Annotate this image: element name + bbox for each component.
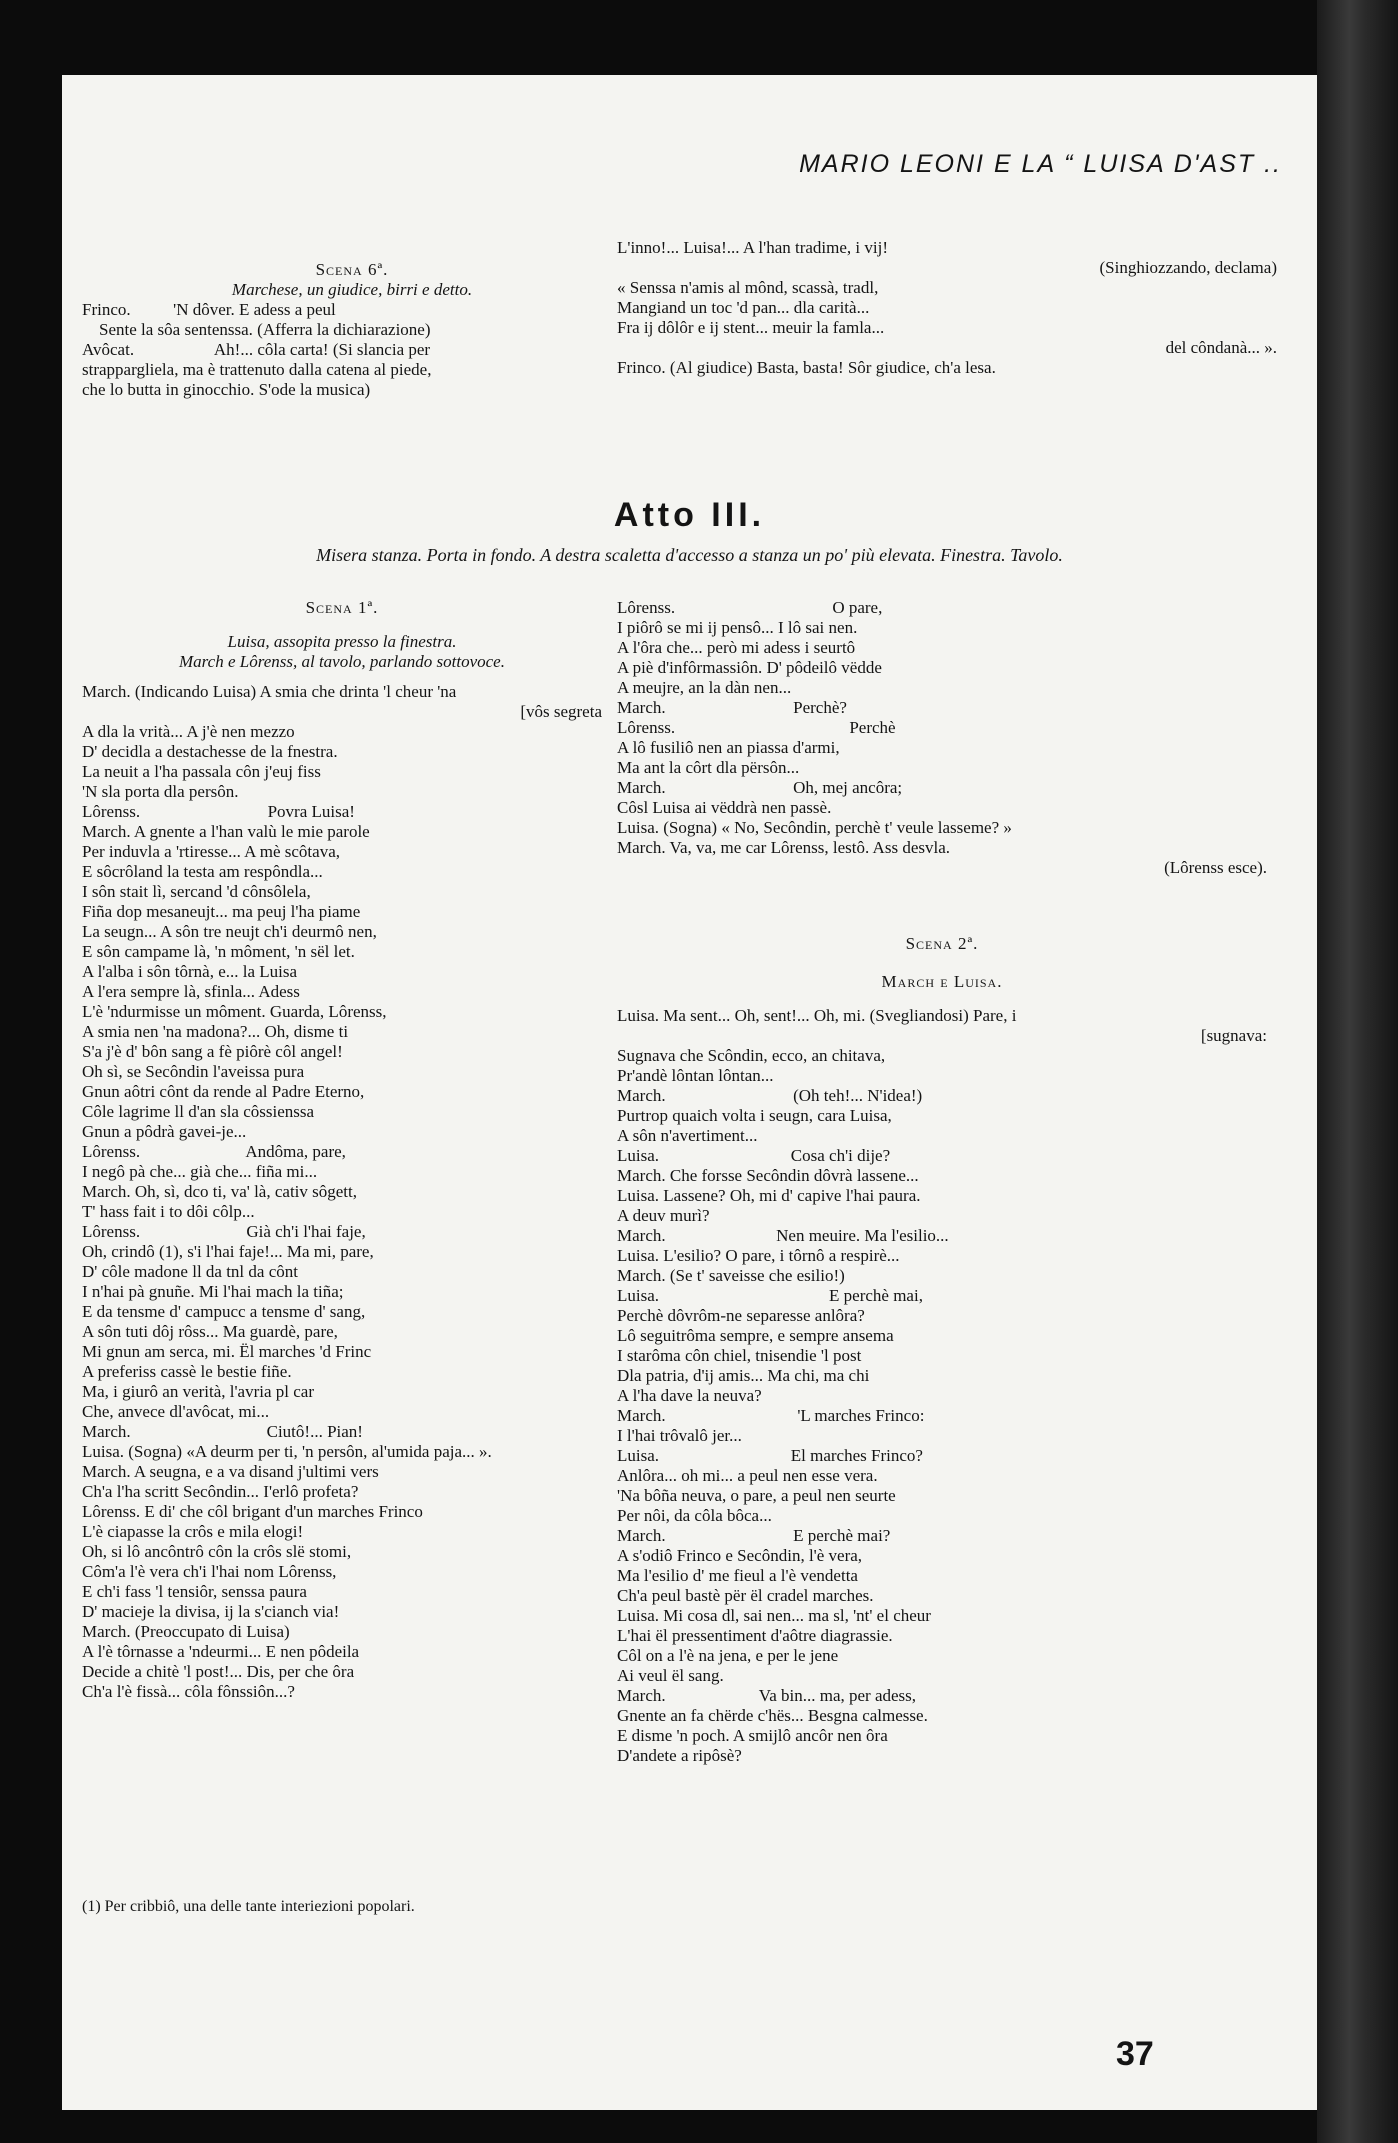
text-line: Lôrenss. Perchè [617,718,896,737]
text-line: Oh sì, se Secôndin l'aveissa pura [82,1062,305,1081]
text-line: Mangiand un toc 'd pan... dla carità... [617,298,870,317]
text-line: I l'hai trôvalô jer... [617,1426,742,1445]
scene6-left-block [82,260,622,400]
text-line: Luisa. (Sogna) « No, Secôndin, perchè t' veule lasseme? » [617,818,1012,837]
text-line: E da tensme d' campucc a tensme d' sang, [82,1302,366,1321]
text-line: Perchè dôvrôm-ne separesse anlôra? [617,1306,865,1325]
text-line: Oh, si lô ancôntrô côn la crôs slë stomi, [82,1542,352,1561]
text-line: Ch'a l'è fissà... côla fônssiôn...? [82,1682,295,1701]
text-line: strappargliela, ma è trattenuto dalla catena al piede, [82,360,432,379]
text-line: A l'era sempre là, sfinla... Adess [82,982,300,1001]
act-setting: Misera stanza. Porta in fondo. A destra scaletta d'accesso a stanza un po' più elevata. Finestra. Tavolo. [316,545,1063,565]
text-line: Lôrenss. O pare, [617,598,883,617]
scene2-lines [617,1006,1267,1766]
text-line: March. (Se t' saveisse che esilio!) [617,1266,845,1285]
text-line: L'è ciapasse la crôs e mila elogi! [82,1522,304,1541]
scene6-right-lines [617,238,1277,378]
text-line: I n'hai pà gnuñe. Mi l'hai mach la tiña; [82,1282,344,1301]
text-line: A l'ha dave la neuva? [617,1386,762,1405]
text-line: L'hai ël pressentiment d'aôtre diagrassie. [617,1626,893,1645]
text-line: Côsl Luisa ai vëddrà nen passè. [617,798,832,817]
text-line: Sente la sôa sentenssa. (Afferra la dichiarazione) [82,320,431,339]
text-line: March. Nen meuire. Ma l'esilio... [617,1226,949,1245]
text-line: Per nôi, da côla bôca... [617,1506,772,1525]
text-line: E sôn campame là, 'n môment, 'n sël let. [82,942,355,961]
text-line: T' hass fait i to dôi côlp... [82,1202,255,1221]
text-line: I negô pà che... già che... fiña mi... [82,1162,318,1181]
text-line: Ma, i giurô an verità, l'avria pl car [82,1382,314,1401]
text-line: D'andete a ripôsè? [617,1746,742,1765]
text-line: Gnente an fa chërde c'hës... Besgna calmesse. [617,1706,928,1725]
text-line: D' côle madone ll da tnl da cônt [82,1262,298,1281]
text-line: Sugnava che Scôndin, ecco, an chitava, [617,1046,886,1065]
scene1-column [82,598,602,1702]
text-line: Luisa. Ma sent... Oh, sent!... Oh, mi. (Svegliandosi) Pare, i [617,1006,1017,1025]
text-line: Gnun aôtri cônt da rende al Padre Eterno, [82,1082,365,1101]
text-line: « Senssa n'amis al mônd, scassà, tradl, [617,278,879,297]
text-line: I sôn stait lì, sercand 'd cônsôlela, [82,882,311,901]
text-line: Anlôra... oh mi... a peul nen esse vera. [617,1466,878,1485]
text-line: Gnun a pôdrà gavei-je... [82,1122,247,1141]
right-column-lines [617,598,1267,878]
text-line: E ch'i fass 'l tensiôr, senssa paura [82,1582,307,1601]
scene1-cast-2: March e Lôrenss, al tavolo, parlando sottovoce. [179,652,505,671]
text-line: March. (Preoccupato di Luisa) [82,1622,290,1641]
text-line: Luisa. (Sogna) «A deurm per ti, 'n persôn, al'umida paja... ». [82,1442,492,1461]
text-line: (Lôrenss esce). [1164,858,1267,877]
text-line: I starôma côn chiel, tnisendie 'l post [617,1346,862,1365]
text-line: Che, anvece dl'avôcat, mi... [82,1402,270,1421]
text-line: Frinco. (Al giudice) Basta, basta! Sôr giudice, ch'a lesa. [617,358,996,377]
text-line: I piôrô se mi ij pensô... I lô sai nen. [617,618,858,637]
text-line: E sôcrôland la testa am respôndla... [82,862,323,881]
text-line: A sôn n'avertiment... [617,1126,758,1145]
scene6-right-block [617,238,1277,378]
footnote: (1) Per cribbiô, una delle tante interiezioni popolari. [82,1898,415,1915]
text-line: Luisa. Mi cosa dl, sai nen... ma sl, 'nt' el cheur [617,1606,931,1625]
text-line: March. Va bin... ma, per adess, [617,1686,917,1705]
text-line: Mi gnun am serca, mi. Ël marches 'd Frinc [82,1342,372,1361]
text-line: A lô fusiliô nen an piassa d'armi, [617,738,840,757]
text-line: [vôs segreta [520,702,602,721]
text-line: A l'ôra che... però mi adess i seurtô [617,638,856,657]
text-line: E disme 'n poch. A smijlô ancôr nen ôra [617,1726,888,1745]
text-line: Lô seguitrôma sempre, e sempre ansema [617,1326,894,1345]
text-line: A preferiss cassè le bestie fiñe. [82,1362,292,1381]
right-column [617,598,1267,1766]
text-line: Decide a chitè 'l post!... Dis, per che ôra [82,1662,355,1681]
running-title: MARIO LEONI E LA “ LUISA D'AST .. [799,150,1282,178]
text-line: che lo butta in ginocchio. S'ode la musica) [82,380,371,399]
text-line: Ai veul ël sang. [617,1666,724,1685]
text-line: Purtrop quaich volta i seugn, cara Luisa, [617,1106,892,1125]
text-line: A sôn tuti dôj rôss... Ma guardè, pare, [82,1322,338,1341]
text-line: March. (Indicando Luisa) A smia che drinta 'l cheur 'na [82,682,457,701]
text-line: March. Perchè? [617,698,847,717]
text-line: Luisa. E perchè mai, [617,1286,923,1305]
text-line: (Singhiozzando, declama) [1099,258,1277,277]
text-line: Pr'andè lôntan lôntan... [617,1066,774,1085]
text-line: La seugn... A sôn tre neujt ch'i deurmô nen, [82,922,377,941]
text-line: Ch'a l'ha scritt Secôndin... I'erlô profeta? [82,1482,359,1501]
text-line: A s'odiô Frinco e Secôndin, l'è vera, [617,1546,863,1565]
text-line: Luisa. Cosa ch'i dije? [617,1146,891,1165]
text-line: L'inno!... Luisa!... A l'han tradime, i vij! [617,238,888,257]
scene2-heading: Scena 2ª. [905,934,979,953]
text-line: A deuv murì? [617,1206,710,1225]
text-line: Lôrenss. Già ch'i l'hai faje, [82,1222,366,1241]
scene1-lines [82,682,602,1702]
text-line: D' decidla a destachesse de la fnestra. [82,742,338,761]
text-line: del côndanà... ». [1165,338,1277,357]
text-line: March. 'L marches Frinco: [617,1406,925,1425]
text-line: 'Na bôña neuva, o pare, a peul nen seurte [617,1486,896,1505]
text-line: March. Ciutô!... Pian! [82,1422,363,1441]
text-line: Ma ant la côrt dla përsôn... [617,758,800,777]
text-line: Ma l'esilio d' me fieul a l'è vendetta [617,1566,858,1585]
text-line: Lôrenss. E di' che côl brigant d'un marches Frinco [82,1502,423,1521]
book-spine-shadow [1317,0,1398,2143]
page-number: 37 [1116,2035,1154,2073]
scene1-cast-1: Luisa, assopita presso la finestra. [227,632,457,651]
text-line: S'a j'è d' bôn sang a fè piôrè côl angel! [82,1042,343,1061]
text-line: March. (Oh teh!... N'idea!) [617,1086,923,1105]
text-line: Luisa. El marches Frinco? [617,1446,923,1465]
text-line: 'N sla porta dla persôn. [82,782,239,801]
text-line: March. E perchè mai? [617,1526,891,1545]
text-line: A smia nen 'na madona?... Oh, disme ti [82,1022,349,1041]
text-line: A l'è tôrnasse a 'ndeurmi... E nen pôdeila [82,1642,360,1661]
text-line: Lôrenss. Andôma, pare, [82,1142,346,1161]
scene6-lines [82,300,622,400]
text-line: March. A seugna, e a va disand j'ultimi vers [82,1462,379,1481]
text-line: A piè d'infôrmassiôn. D' pôdeilô vëdde [617,658,882,677]
text-line: Per induvla a 'rtiresse... A mè scôtava, [82,842,340,861]
text-line: March. Va, va, me car Lôrenss, lestô. Ass desvla. [617,838,950,857]
scene6-heading: Scena 6ª. [315,260,389,279]
text-line: L'è 'ndurmisse un môment. Guarda, Lôrenss, [82,1002,387,1021]
text-line: Luisa. L'esilio? O pare, i tôrnô a respirè... [617,1246,900,1265]
text-line: La neuit a l'ha passala côn j'euj fiss [82,762,321,781]
text-line: A dla la vrità... A j'è nen mezzo [82,722,295,741]
text-line: Fiña dop mesaneujt... ma peuj l'ha piame [82,902,361,921]
scene6-cast: Marchese, un giudice, birri e detto. [231,280,473,299]
text-line: March. Oh, sì, dco ti, va' là, cativ sôgett, [82,1182,357,1201]
text-line: Oh, crindô (1), s'i l'hai faje!... Ma mi, pare, [82,1242,374,1261]
text-line: Ch'a peul bastè për ël cradel marches. [617,1586,874,1605]
act-title: Atto III. [613,496,766,534]
text-line: Avôcat. Ah!... côla carta! (Si slancia per [82,340,431,359]
text-line: Lôrenss. Povra Luisa! [82,802,355,821]
text-line: D' macieje la divisa, ij la s'cianch via! [82,1602,340,1621]
text-line: Côm'a l'è vera ch'i l'hai nom Lôrenss, [82,1562,337,1581]
text-line: Côle lagrime ll d'an sla côssienssa [82,1102,315,1121]
text-line: March. Oh, mej ancôra; [617,778,903,797]
text-line: A l'alba i sôn tôrnà, e... la Luisa [82,962,298,981]
text-line: Luisa. Lassene? Oh, mi d' capive l'hai paura. [617,1186,921,1205]
scene1-heading: Scena 1ª. [305,598,379,617]
document-page [62,75,1317,2110]
text-line: [sugnava: [1200,1026,1267,1045]
text-line: Dla patria, d'ij amis... Ma chi, ma chi [617,1366,870,1385]
text-line: March. Che forsse Secôndin dôvrà lassene... [617,1166,919,1185]
scene2-cast: March e Luisa. [881,972,1003,991]
text-line: Frinco. 'N dôver. E adess a peul [82,300,336,319]
text-line: A meujre, an la dàn nen... [617,678,792,697]
text-line: March. A gnente a l'han valù le mie parole [82,822,370,841]
text-line: Fra ij dôlôr e ij stent... meuir la famla... [617,318,885,337]
text-line: Côl on a l'è na jena, e per le jene [617,1646,839,1665]
